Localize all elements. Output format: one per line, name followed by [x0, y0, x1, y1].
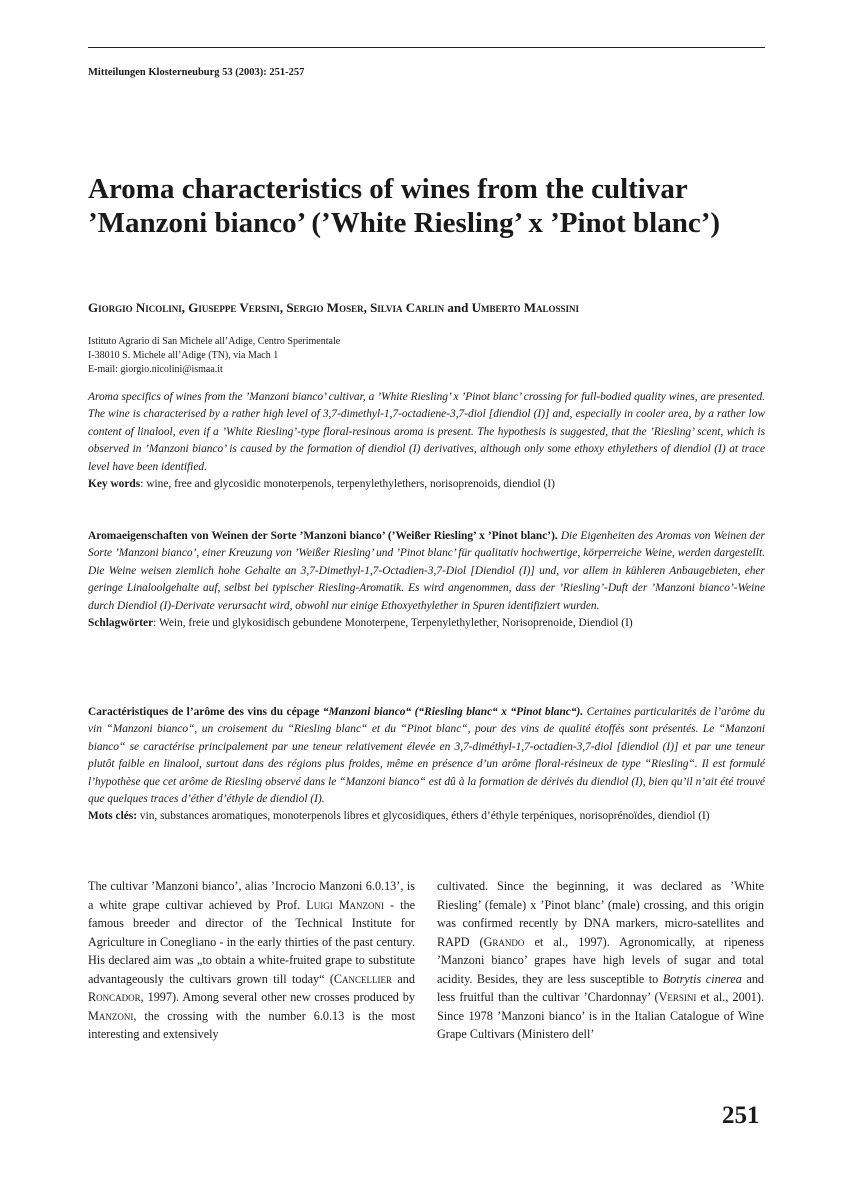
- cited-name: Cancellier: [333, 971, 393, 986]
- abstract-english: [88, 389, 765, 493]
- cited-name: Versini: [658, 990, 697, 1004]
- keywords-label: Schlagwörter: [88, 617, 154, 630]
- abstract-french-title: [88, 706, 583, 718]
- author-name: Sergio Moser: [286, 300, 364, 315]
- keywords-text: : wine, free and glycosidic monoterpenols, terpenylethylethers, norisoprenoids, diendiol (I): [140, 478, 555, 491]
- affiliation-institute: Istituto Agrario di San Michele all’Adige, Centro Sperimentale: [88, 336, 341, 347]
- journal-reference: Mitteilungen Klosterneuburg 53 (2003): 251-257: [88, 67, 305, 78]
- article-title: [88, 172, 778, 240]
- affiliation-address: I-38010 S. Michele all’Adige (TN), via Mach 1: [88, 350, 279, 361]
- author-separator: ,: [363, 300, 371, 315]
- keywords-label: Key words: [88, 478, 141, 491]
- author-separator: ,: [279, 300, 287, 315]
- keywords-french: [88, 808, 765, 825]
- title-line-1: Aroma characteristics of wines from the cultivar: [88, 173, 688, 205]
- keywords-label: Mots clés:: [88, 810, 138, 823]
- keywords-text: vin, substances aromatiques, monoterpenols libres et glycosidiques, éthers d’éthyle terpéniques, norisoprénoïdes, diendiol (I): [137, 810, 710, 823]
- affiliation: [88, 335, 340, 377]
- abstract-german-title: Aromaeigenschaften von Weinen der Sorte ’Manzoni bianco’ (’Weißer Riesling’ x ’Pinot blanc’).: [88, 530, 558, 542]
- abstract-french-title-b: “Manzoni bianco“ (“Riesling blanc“ x “Pinot blanc“).: [322, 706, 584, 718]
- body-text: , the crossing with the number 6.0.13 is the most interesting and extensively: [88, 1008, 415, 1041]
- page-number: 251: [722, 1102, 760, 1129]
- body-column-right: [437, 877, 764, 1044]
- keywords-german: [88, 615, 765, 632]
- abstract-french: [88, 704, 765, 826]
- header-rule: [88, 47, 765, 48]
- author-separator: and: [444, 300, 472, 315]
- body-column-left: [88, 877, 415, 1044]
- abstract-french-title-a: Caractéristiques de l’arôme des vins du cépage: [88, 706, 323, 718]
- cited-name: Luigi Manzoni: [306, 897, 385, 912]
- keywords-text: : Wein, freie und glykosidisch gebundene Monoterpene, Terpenylethylether, Norisoprenoide, Diendiol (I): [153, 617, 633, 630]
- species-name: Botrytis cinerea: [662, 971, 742, 986]
- cited-name: Roncador: [88, 990, 141, 1004]
- affiliation-email: E-mail: giorgio.nicolini@ismaa.it: [88, 364, 223, 375]
- author-name: Giuseppe Versini: [188, 300, 280, 315]
- abstract-german: [88, 528, 765, 632]
- keywords-english: [88, 476, 765, 493]
- abstract-english-text: Aroma specifics of wines from the ’Manzoni bianco’ cultivar, a ’White Riesling’ x ’Pinot blanc’ crossing for full-bodied quality wines, are presented. The wine is characterised by a rather high level of 3,7-dimethyl-1,7-octadiene-3,7-diol [diendiol (I)] and, especially in cooler area, by a rather low content of linalool, even if a ’White Riesling’-type floral-resinous aroma is present. The hypothesis is suggested, that the ’Riesling’ scent, which is observed in ’Manzoni bianco’ is caused by the formation of diendiol (I) derivatives, although only some ethoxy ethylethers of diendiol (I) at trace level have been identified.: [88, 391, 765, 473]
- body-text: - the famous breeder and director of the Technical Institute for Agriculture in Conegliano - in the early thirties of the past century. His declared aim was „to obtain a white-fruited grape to substitute advantageously the cultivars grown till today“ (: [88, 897, 415, 986]
- author-name: Silvia Carlin: [370, 300, 445, 315]
- abstract-german-text: Die Eigenheiten des Aromas von Weinen der Sorte ’Manzoni bianco’, einer Kreuzung von ’Weißer Riesling’ und ’Pinot blanc’ für qualitativ hochwertige, körperreiche Weine, werden dargestellt. Die Weine weisen ziemlich hohe Gehalte an 3,7-Dimethyl-1,7-Octadien-3,7-Diol [Diendiol (I)] und, vor allem in kühleren Anbaugebieten, eher geringe Linaloolgehalte auf, selbst bei typischer Riesling-Aromatik. Es wird angenommen, dass der ’Riesling’-Duft der ’Manzoni bianco’-Weine durch Diendiol (I)-Derivate verursacht wird, obwohl nur einige Ethoxyethylether in Spuren identifiziert wurden.: [88, 530, 765, 612]
- body-text: The cultivar ’Manzoni bianco’, alias ’Incrocio Manzoni 6.0.13’, is a white grape cultivar achieved by Prof.: [88, 879, 415, 912]
- body-text: et al., 1997). Agronomically, at ripeness ’Manzoni bianco’ grapes have high levels of sugar and total acidity. Besides, they are less susceptible to: [437, 934, 764, 986]
- author-name: Umberto Malossini: [471, 300, 580, 315]
- body-text: cultivated. Since the beginning, it was declared as ’White Riesling’ (female) x ’Pinot blanc’ (male) crossing, and this origin was confirmed recently by DNA markers, micro-satellites and RAPD (: [437, 879, 764, 949]
- body-text: and: [392, 971, 415, 986]
- body-text: et al., 2001). Since 1978 ’Manzoni bianco’ is in the Italian Catalogue of Wine Grape Cultivars (Ministero dell’: [437, 990, 764, 1041]
- cited-name: Manzoni: [88, 1008, 134, 1023]
- author-separator: ,: [181, 300, 189, 315]
- body-text: , 1997). Among several other new crosses produced by: [140, 990, 415, 1004]
- author-list: [88, 300, 579, 316]
- cited-name: Grando: [483, 934, 525, 949]
- author-name: Giorgio Nicolini: [88, 300, 182, 315]
- title-line-2: ’Manzoni bianco’ (’White Riesling’ x ’Pinot blanc’): [88, 207, 721, 239]
- body-text: and less fruitful than the cultivar ’Chardonnay’ (: [437, 971, 765, 1004]
- abstract-french-text: Certaines particularités de l’arôme du vin “Manzoni bianco“, un croisement du “Riesling blanc“ et du “Pinot blanc“, pour des vins de qualité étoffés sont présentés. Le “Manzoni bianco“ se caractérise principalement par une teneur relativement élevée en 3,7-diméthyl-1,7-octadien-3,7-diol [diendiol (I)] et par une teneur plutôt faible en linalool, surtout dans des régions plus froides, même en présence d’un arôme floral-résineux de type “Riesling“. Il est formulé l’hypothèse que cet arôme de Riesling observé dans le “Manzoni bianco“ est dû à la formation de dérivés du diendiol (I), bien qu’il n’ait été trouvé que quelques traces d’éther d’éthyle de diendiol (I).: [88, 706, 765, 806]
